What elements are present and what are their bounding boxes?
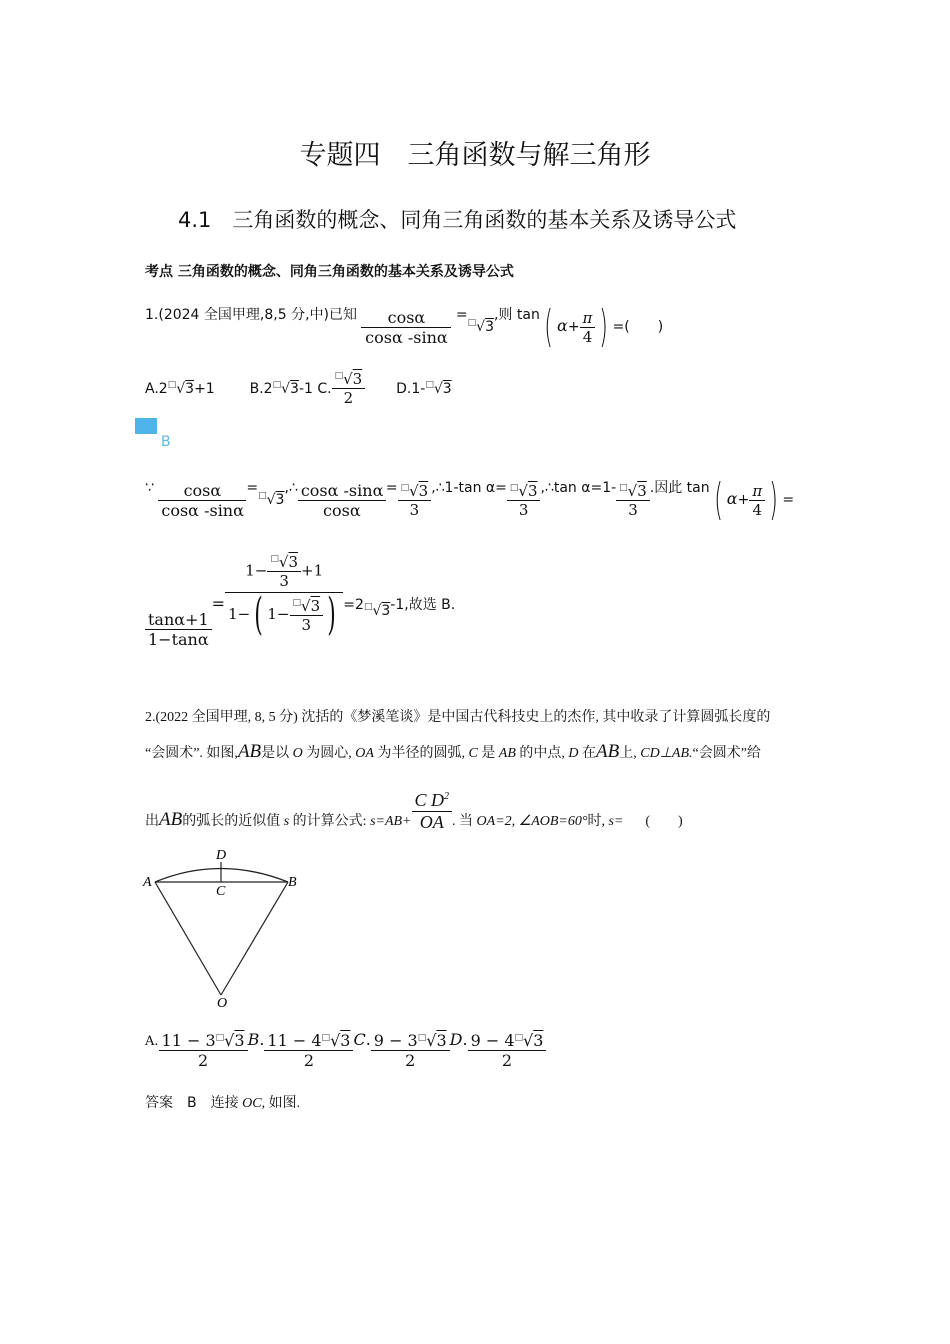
q2-stem-line2: “会圆术”. 如图,AB是以 O 为圆心, OA 为半径的圆弧, C 是 AB 的中点, D 在AB上, CD⊥AB.“会圆术”给 (145, 741, 761, 762)
q1-frac-den: cosα -sinα (361, 327, 451, 347)
segment-oa (155, 882, 221, 995)
q1-sqrt3: □√3 (467, 318, 494, 335)
label-d: D (216, 848, 227, 863)
q1-option-d: D.1- (396, 381, 426, 397)
q2-figure (140, 845, 320, 1015)
q1-answer-letter: B (161, 434, 171, 450)
answer-label: 答案 (145, 1096, 173, 1111)
q2-options: $^{A.}$ $\frac{11 - 3^□√3}{2}$ B. $\frac{11 - 4^□√3}{2}$ C. $\frac{9 - 3^□√3}{2}$ D. $\frac{9 - 4^□√3}{2}$ (145, 1031, 546, 1070)
answer-badge (135, 418, 157, 434)
q2-option-c: C (353, 1030, 366, 1049)
q1-fraction (361, 308, 451, 347)
chapter-title: 专题四 三角函数与解三角形 (299, 140, 651, 171)
label-o: O (217, 996, 228, 1011)
q1-option-a: A.2 (145, 381, 168, 397)
q1-mid: ,则 tan (493, 307, 540, 323)
q2-option-a: A. (145, 1034, 159, 1049)
q1-option-c: -1 C. (298, 381, 332, 397)
q1-prefix: 1.(2024 全国甲理,8,5 分,中)已知 (145, 307, 357, 323)
q2-answer: 答案 B 连接 OC, 如图. (145, 1095, 301, 1111)
q1-options: A.2□√3+1 B.2□√3-1 C. $\frac{^□√3}{2}$ D.1-□√3 (145, 370, 452, 407)
q2-stem-line1: 2.(2022 全国甲理, 8, 5 分) 沈括的《梦溪笔谈》是中国古代科技史上的杰作, 其中收录了计算圆弧长度的 (145, 710, 771, 725)
q1-solution-line1: ∵ $\frac{\cos\alpha}{\cos\alpha -\sin\alpha}$ =□√3,∴ $\frac{\cos\alpha -\sin\alpha}{\cos\alpha}$ = $\frac{^□√3}{3}$ ,∴1-tan α= $\frac{^□√3}{3}$ ,∴tan α=1- $\frac{^□√3}{3}$ .因此 tan( α+ $\frac{\pi}{4}$ ) = (145, 474, 795, 525)
q2-option-b: B (247, 1030, 260, 1049)
q2-stem-line3: 出AB的弧长的近似值 s 的计算公式: s=AB+ $\frac{C D^2}{OA}$ . 当 OA=2, ∠AOB=60°时, s= ( ) (145, 790, 683, 832)
arc-ab: AB (237, 741, 262, 762)
label-c: C (216, 884, 226, 899)
kaodian-heading: 考点 三角函数的概念、同角三角函数的基本关系及诱导公式 (145, 264, 514, 280)
label-a: A (143, 875, 152, 890)
label-b: B (288, 875, 297, 890)
q1-end: =( ) (612, 319, 664, 335)
q1-stem: 1.(2024 全国甲理,8,5 分,中)已知 $\frac{\cos\alpha}{\cos\alpha -\sin\alpha}$ =□√3,则 tan( α+ $\frac{\pi}{4}$ ) =( ) (145, 301, 664, 352)
q1-solution-line2: $\frac{\tan\alpha+1}{1-\tan\alpha}$ = 1− $\frac{^□√3}{3}$ +1 1−( 1− $\frac{^□√3}{3}$ ) =2□√3-1,故选 B. (145, 553, 455, 649)
q1-frac-num: cosα (387, 307, 426, 327)
q1-eq: = (455, 307, 468, 323)
q2-option-d: D (449, 1030, 463, 1049)
q1-option-b: B.2 (249, 381, 273, 397)
q2-answer-letter: B (187, 1095, 197, 1111)
segment-ob (221, 882, 288, 995)
section-title: 4.1 三角函数的概念、同角三角函数的基本关系及诱导公式 (178, 208, 737, 232)
